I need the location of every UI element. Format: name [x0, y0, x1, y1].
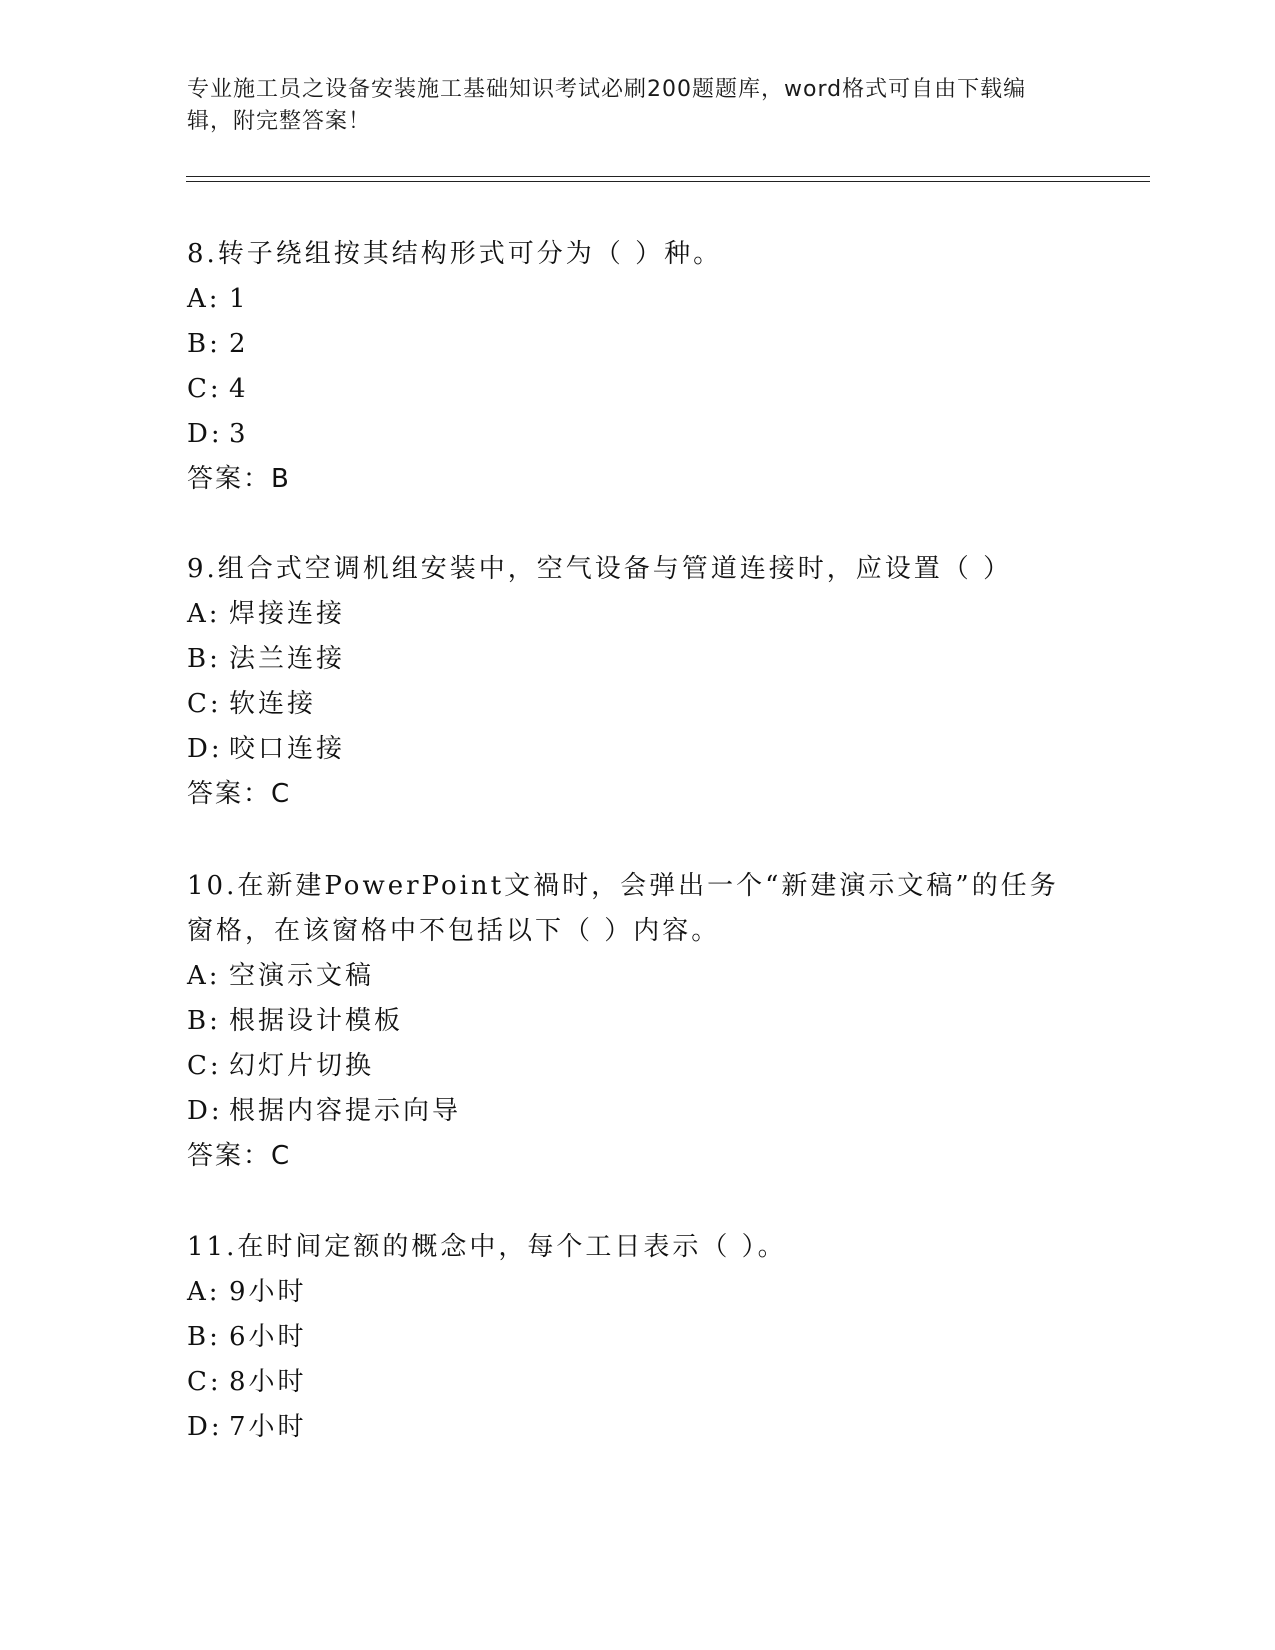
option-text: 根据内容提示向导: [229, 1096, 462, 1126]
option-text: 法兰连接: [229, 644, 346, 674]
option-b: [187, 322, 1087, 367]
question-stem: 10.在新建PowerPoint文禍时，会弹出一个“新建演示文稿”的任务窗格，在该窗格中不包括以下（ ）内容。: [187, 871, 1059, 946]
option-text: 4: [229, 374, 249, 404]
option-text: 咬口连接: [229, 734, 346, 764]
option-letter: B:: [187, 1006, 221, 1036]
option-d: [187, 1089, 1087, 1134]
option-letter: C:: [187, 689, 222, 719]
header-divider-top: [186, 176, 1150, 177]
option-text: 软连接: [229, 689, 317, 719]
option-letter: A:: [187, 1277, 221, 1307]
option-letter: C:: [187, 1367, 222, 1397]
option-b: [187, 1315, 1087, 1360]
question-9: [187, 547, 1087, 817]
option-text: 3: [229, 419, 249, 449]
option-letter: A:: [187, 284, 221, 314]
option-letter: A:: [187, 961, 221, 991]
header-divider-bottom: [186, 181, 1150, 182]
option-letter: D:: [187, 1096, 223, 1126]
option-text: 7小时: [229, 1412, 307, 1442]
option-text: 幻灯片切换: [229, 1051, 375, 1081]
option-b: [187, 637, 1087, 682]
option-d: [187, 1405, 1087, 1450]
option-text: 焊接连接: [229, 599, 346, 629]
option-letter: A:: [187, 599, 221, 629]
option-letter: C:: [187, 1051, 222, 1081]
option-text: 根据设计模板: [229, 1006, 404, 1036]
option-letter: B:: [187, 644, 221, 674]
answer-line: 答案：C: [187, 779, 292, 809]
option-letter: B:: [187, 1322, 221, 1352]
option-c: [187, 367, 1087, 412]
option-d: [187, 412, 1087, 457]
option-text: 1: [229, 284, 249, 314]
option-b: [187, 999, 1087, 1044]
option-text: 9小时: [229, 1277, 307, 1307]
option-letter: D:: [187, 1412, 223, 1442]
question-stem: 9.组合式空调机组安装中，空气设备与管道连接时，应设置（ ）: [187, 554, 1013, 584]
option-text: 空演示文稿: [229, 961, 375, 991]
option-a: [187, 1270, 1087, 1315]
option-d: [187, 727, 1087, 772]
answer-line: 答案：B: [187, 464, 291, 494]
option-letter: D:: [187, 734, 223, 764]
option-a: [187, 277, 1087, 322]
question-stem: 11.在时间定额的概念中，每个工日表示（ ）。: [187, 1232, 787, 1262]
document-header: 专业施工员之设备安装施工基础知识考试必刷200题题库，word格式可自由下载编辑，附完整答案！: [187, 77, 1027, 134]
option-letter: D:: [187, 419, 223, 449]
option-a: [187, 954, 1087, 999]
question-11: [187, 1225, 1087, 1450]
option-c: [187, 1044, 1087, 1089]
option-c: [187, 1360, 1087, 1405]
option-text: 2: [229, 329, 249, 359]
option-letter: B:: [187, 329, 221, 359]
question-10: [187, 864, 1087, 1179]
option-text: 6小时: [229, 1322, 307, 1352]
option-letter: C:: [187, 374, 222, 404]
question-8: [187, 232, 1087, 502]
option-c: [187, 682, 1087, 727]
option-text: 8小时: [229, 1367, 307, 1397]
question-stem: 8.转子绕组按其结构形式可分为（ ）种。: [187, 239, 723, 269]
option-a: [187, 592, 1087, 637]
answer-line: 答案：C: [187, 1141, 292, 1171]
